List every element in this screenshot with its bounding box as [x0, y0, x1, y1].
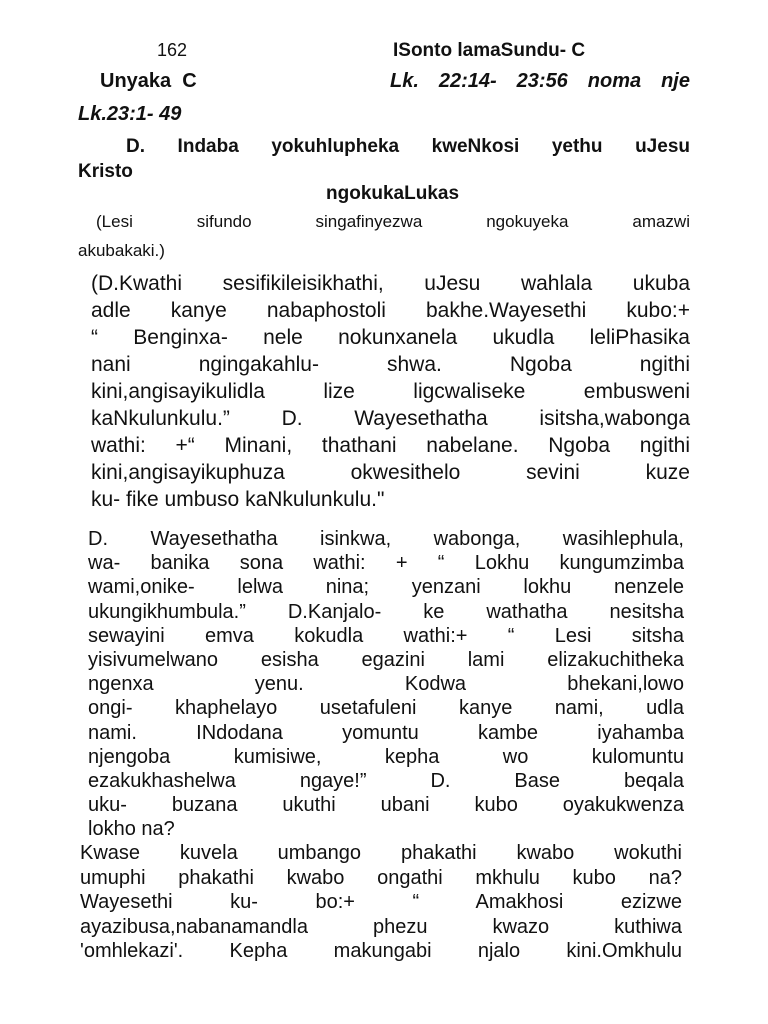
text-line: wami,onike- lelwa nina; yenzani lokhu nenzele: [88, 576, 684, 599]
text-line: (D.Kwathi sesifikileisikhathi, uJesu wahlala ukuba: [91, 272, 690, 295]
text-line: wathi: +“ Minani, thathani nabelane. Ngoba ngithi: [91, 434, 690, 457]
text-line: ezakukhashelwa ngaye!” D. Base beqala: [88, 770, 684, 793]
shortening-note-continuation: akubakaki.): [78, 241, 165, 260]
reading-reference-part: Lk.: [390, 70, 419, 92]
paragraph-1: [91, 270, 690, 513]
text-line: D. Wayesethatha isinkwa, wabonga, wasihlephula,: [88, 528, 684, 550]
reading-reference-part: nje: [661, 70, 690, 92]
text-line: ku- fike umbuso kaNkulunkulu.": [91, 488, 385, 511]
text-line: umuphi phakathi kwabo ongathi mkhulu kubo na?: [80, 866, 682, 889]
text-line: kaNkulunkulu.” D. Wayesethatha isitsha,wabonga: [91, 407, 690, 430]
text-line: kini,angisayikuphuza okwesithelo sevini kuze: [91, 461, 690, 484]
text-line: njengoba kumisiwe, kepha wo kulomuntu: [88, 745, 684, 768]
running-title: ISonto lamaSundu- C: [393, 40, 586, 61]
liturgical-year: Unyaka C: [100, 70, 197, 92]
reading-reference-continuation: Lk.23:1- 49: [78, 103, 182, 125]
text-line: lokho na?: [88, 818, 175, 841]
text-line: Wayesethi ku- bo:+ “ Amakhosi ezizwe: [80, 891, 682, 913]
reading-reference: [390, 70, 690, 93]
paragraph-3: [80, 841, 682, 964]
text-line: 'omhlekazi'. Kepha makungabi njalo kini.Omkhulu: [80, 940, 682, 962]
text-line: wa- banika sona wathi: + “ Lokhu kungumzimba: [88, 552, 684, 575]
text-line: yisivumelwano esisha egazini lami elizakuchitheka: [88, 649, 684, 672]
text-line: nami. INdodana yomuntu kambe iyahamba: [88, 721, 684, 744]
text-line: ayazibusa,nabanamandla phezu kwazo kuthiwa: [80, 915, 682, 938]
reading-heading-continuation: Kristo: [78, 161, 133, 182]
text-line: sewayini emva kokudla wathi:+ “ Lesi sitsha: [88, 624, 684, 647]
text-line: ngenxa yenu. Kodwa bhekani,lowo: [88, 673, 684, 696]
paragraph-2: [88, 527, 684, 842]
text-line: adle kanye nabaphostoli bakhe.Wayesethi kubo:+: [91, 299, 690, 322]
shortening-note: (Lesi sifundo singafinyezwa ngokuyeka amazwi: [96, 212, 690, 231]
text-line: kini,angisayikulidla lize ligcwaliseke embusweni: [91, 380, 690, 403]
text-line: nani ngingakahlu- shwa. Ngoba ngithi: [91, 353, 690, 376]
reading-reference-part: 23:56: [516, 70, 568, 92]
text-line: ongi- khaphelayo usetafuleni kanye nami, udla: [88, 697, 684, 720]
page-number: 162: [157, 40, 188, 60]
text-line: uku- buzana ukuthi ubani kubo oyakukwenza: [88, 794, 684, 817]
text-line: “ Benginxa- nele nokunxanela ukudla leliPhasika: [91, 326, 690, 349]
text-line: Kwase kuvela umbango phakathi kwabo wokuthi: [80, 842, 682, 864]
reading-reference-part: noma: [587, 70, 642, 92]
reading-reference-part: 22:14-: [438, 70, 497, 92]
reading-heading: D. Indaba yokuhlupheka kweNkosi yethu uJesu: [126, 136, 690, 157]
reading-heading-subtitle: ngokukaLukas: [326, 183, 460, 204]
text-line: ukungikhumbula.” D.Kanjalo- ke wathatha nesitsha: [88, 600, 684, 623]
